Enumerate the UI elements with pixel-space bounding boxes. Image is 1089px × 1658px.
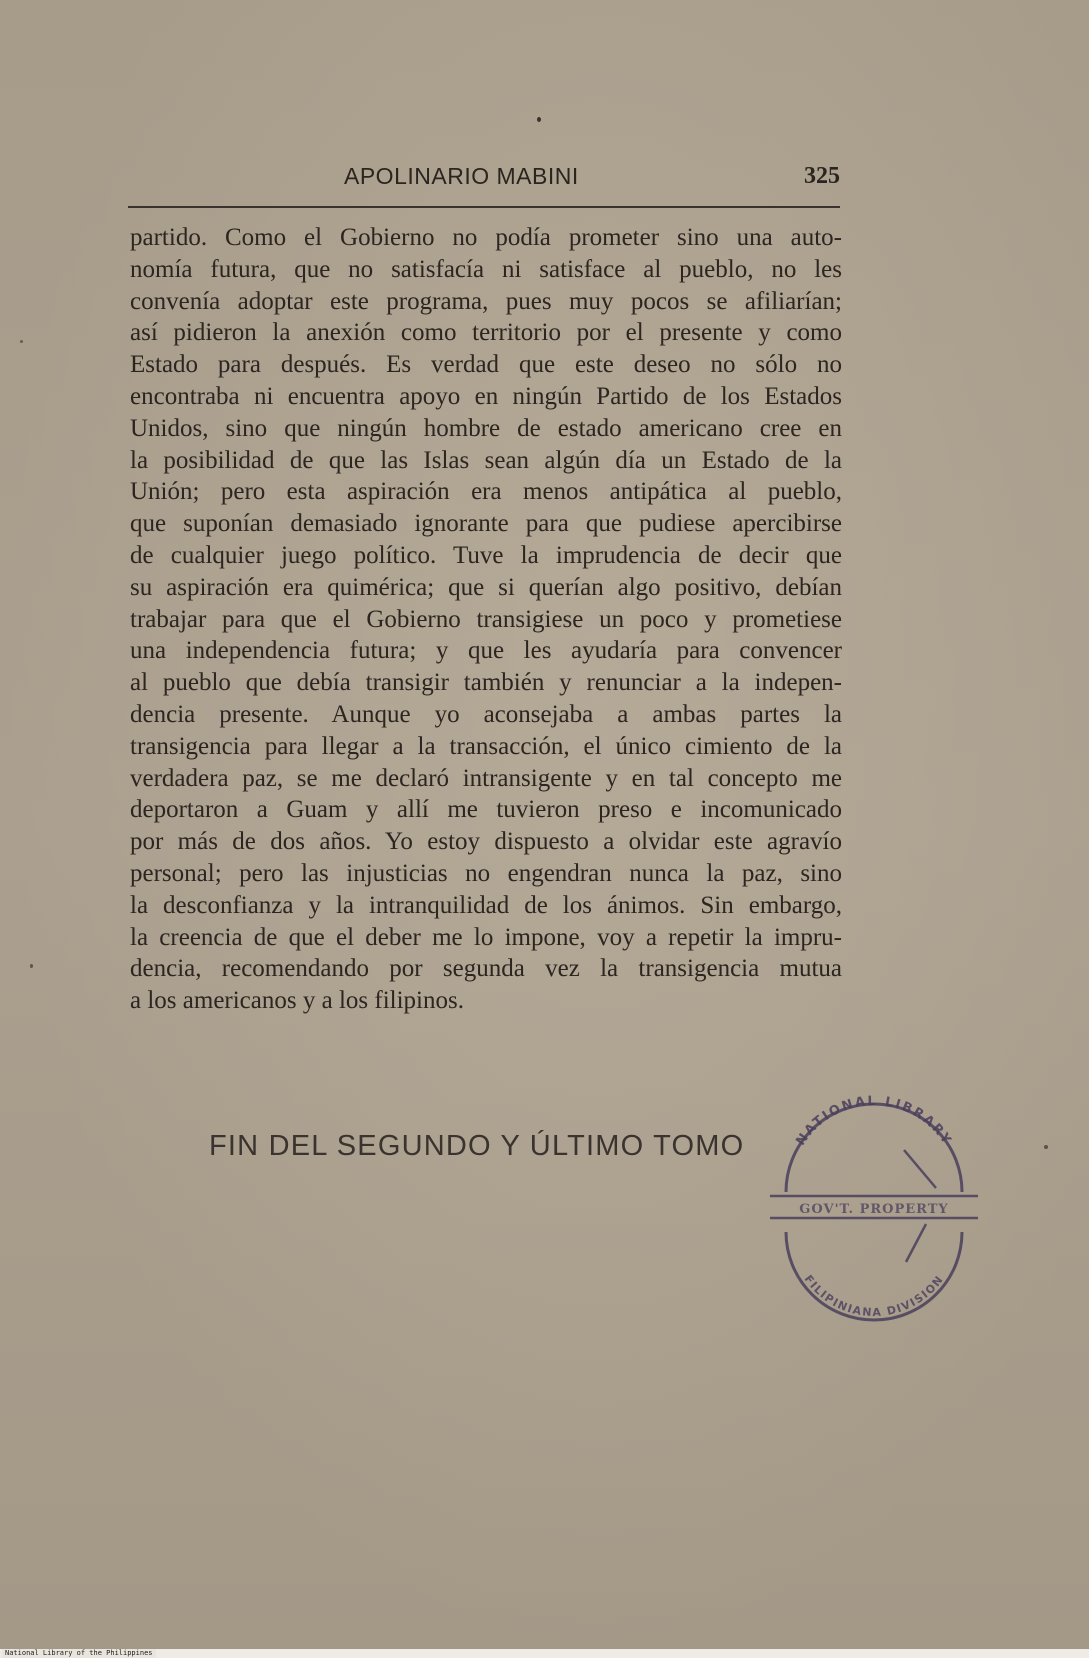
text-line: una independencia futura; y que les ayudaría para convencer	[130, 637, 842, 665]
text-line: personal; pero las injusticias no engendran nunca la paz, sino	[130, 859, 842, 887]
text-line: Unión; pero esta aspiración era menos antipática al pueblo,	[130, 478, 842, 506]
text-line: deportaron a Guam y allí me tuvieron preso e incomunicado	[130, 796, 842, 824]
text-line: al pueblo que debía transigir también y renunciar a la indepen-	[130, 669, 842, 697]
text-line: por más de dos años. Yo estoy dispuesto a olvidar este agravío	[130, 828, 842, 856]
stamp-top-text: NATIONAL LIBRARY	[793, 1093, 955, 1149]
text-line: Unidos, sino que ningún hombre de estado americano cree en	[130, 414, 842, 442]
text-line: encontraba ni encuentra apoyo en ningún Partido de los Estados	[130, 382, 842, 410]
running-title: APOLINARIO MABINI	[344, 163, 579, 189]
stamp-stroke	[906, 1224, 926, 1262]
stamp-bottom-text: FILIPINIANA DIVISION	[801, 1272, 947, 1320]
page-header	[128, 163, 840, 203]
ink-speck	[537, 117, 541, 122]
text-line: así pidieron la anexión como territorio por el presente y como	[130, 319, 842, 347]
text-line: nomía futura, que no satisfacía ni satisface al pueblo, no les	[130, 255, 842, 283]
text-line: partido. Como el Gobierno no podía prometer sino una auto-	[130, 224, 842, 251]
ink-speck	[30, 964, 33, 968]
text-line: la creencia de que el deber me lo impone, voy a repetir la impru-	[130, 923, 842, 951]
stamp-middle-text: GOV'T. PROPERTY	[799, 1202, 949, 1217]
ink-speck	[1044, 1145, 1048, 1149]
text-line: su aspiración era quimérica; que si querían algo positivo, debían	[130, 573, 842, 601]
body-text	[130, 222, 842, 1017]
ink-speck	[20, 340, 23, 343]
stamp-stroke	[904, 1150, 936, 1188]
text-line: transigencia para llegar a la transacción, el único cimiento de la	[130, 732, 842, 760]
page-number: 325	[804, 163, 840, 189]
text-line: que suponían demasiado ignorante para que pudiese apercibirse	[130, 510, 842, 538]
stamp-ring-top	[786, 1104, 962, 1192]
text-line: convenía adoptar este programa, pues muy pocos se afiliarían;	[130, 287, 842, 315]
text-line: verdadera paz, se me declaró intransigente y en tal concepto me	[130, 764, 842, 792]
colophon: FIN DEL SEGUNDO Y ÚLTIMO TOMO	[209, 1130, 745, 1162]
text-line: Estado para después. Es verdad que este deseo no sólo no	[130, 351, 842, 379]
header-rule	[128, 206, 840, 208]
text-line: dencia, recomendando por segunda vez la transigencia mutua	[130, 955, 842, 983]
text-line: la posibilidad de que las Islas sean algún día un Estado de la	[130, 446, 842, 474]
text-line: trabajar para que el Gobierno transigiese un poco y prometiese	[130, 605, 842, 633]
text-line: de cualquier juego político. Tuve la imprudencia de decir que	[130, 541, 842, 569]
text-line: a los americanos y a los filipinos.	[130, 987, 464, 1015]
text-line: dencia presente. Aunque yo aconsejaba a ambas partes la	[130, 700, 842, 728]
scan-footer-strip	[0, 1649, 1089, 1658]
scan-credit: National Library of the Philippines	[2, 1649, 156, 1658]
library-stamp	[764, 1092, 984, 1322]
text-line: la desconfianza y la intranquilidad de los ánimos. Sin embargo,	[130, 891, 842, 919]
